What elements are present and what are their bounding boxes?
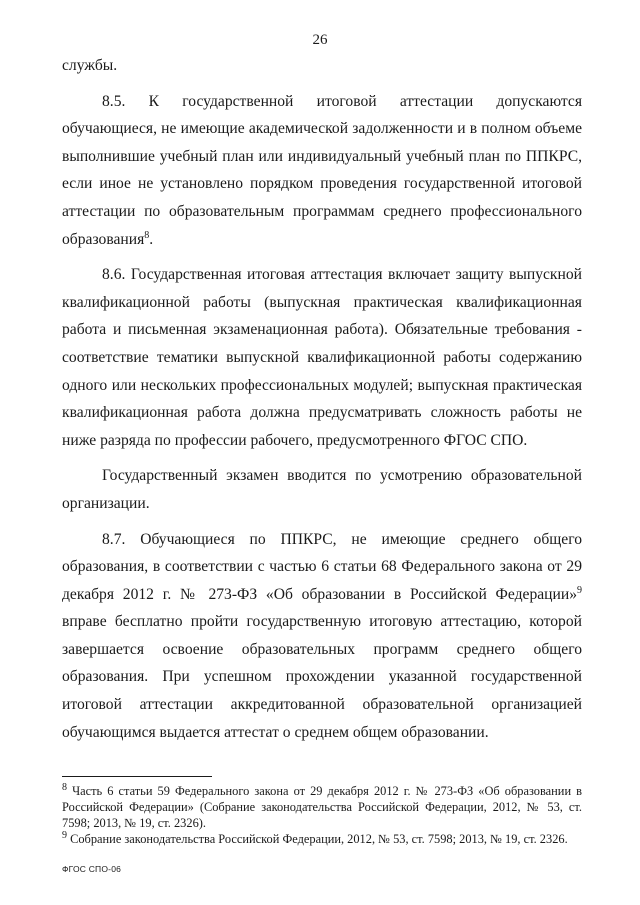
- footnote-text: Часть 6 статьи 59 Федерального закона от 29 декабря 2012 г. № 273-ФЗ «Об образовании в Российской Федерации» (Собрание законодательства Российской Федерации, 2012, № 53, ст. 7598; 2013, № 19, ст. 2326).: [62, 784, 582, 830]
- main-text: [62, 52, 582, 746]
- paragraph-text: Государственный экзамен вводится по усмотрению образовательной организации.: [62, 467, 582, 512]
- paragraph-text: 8.7. Обучающиеся по ППКРС, не имеющие среднего общего образования, в соответствии с частью 6 статьи 68 Федерального закона от 29 декабря 2012 г. № 273-ФЗ «Об образовании в Российской Федерации»: [62, 530, 582, 603]
- document-code: ФГОС СПО-06: [62, 864, 122, 874]
- paragraph-state-exam: [62, 462, 582, 517]
- footnote-9: [62, 831, 582, 847]
- paragraph-8-5: [62, 88, 582, 254]
- paragraph-text: 8.5. К государственной итоговой аттестации допускаются обучающиеся, не имеющие академической задолженности и в полном объеме выполнившие учебный план или индивидуальный учебный план по ППКРС, если иное не установлено порядком проведения государственной итоговой аттестации по образовательным программам среднего профессионального образования: [62, 92, 582, 248]
- paragraph-8-7: [62, 526, 582, 747]
- footnote-number: 9: [62, 829, 67, 841]
- paragraph-continuation: [62, 52, 582, 80]
- footnotes: [62, 783, 582, 847]
- footnote-number: 8: [62, 781, 67, 793]
- paragraph-text: 8.6. Государственная итоговая аттестация включает защиту выпускной квалификационной работы (выпускная практическая квалификационная работа и письменная экзаменационная работа). Обязательные требования - соответствие тематики выпускной квалификационной работы содержанию одного или нескольких профессиональных модулей; выпускная практическая квалификационная работа должна предусматривать сложность работы не ниже разряда по профессии рабочего, предусмотренного ФГОС СПО.: [62, 266, 582, 449]
- footnote-ref-8: 8: [144, 229, 150, 241]
- footnote-ref-9: 9: [577, 584, 582, 596]
- paragraph-8-6: [62, 261, 582, 454]
- paragraph-end: .: [149, 230, 154, 248]
- paragraph-text: службы.: [62, 57, 118, 74]
- footnote-divider: [62, 776, 212, 777]
- paragraph-text-rest: вправе бесплатно пройти государственную итоговую аттестацию, которой завершается освоение образовательных программ среднего общего образования. При успешном прохождении указанной государственной итоговой аттестации аккредитованной образовательной организацией обучающимся выдается аттестат о среднем общем образовании.: [62, 613, 582, 741]
- footnote-text: Собрание законодательства Российской Федерации, 2012, № 53, ст. 7598; 2013, № 19, ст. 2326.: [67, 832, 568, 846]
- page-number: 26: [312, 32, 328, 48]
- footnote-8: [62, 783, 582, 831]
